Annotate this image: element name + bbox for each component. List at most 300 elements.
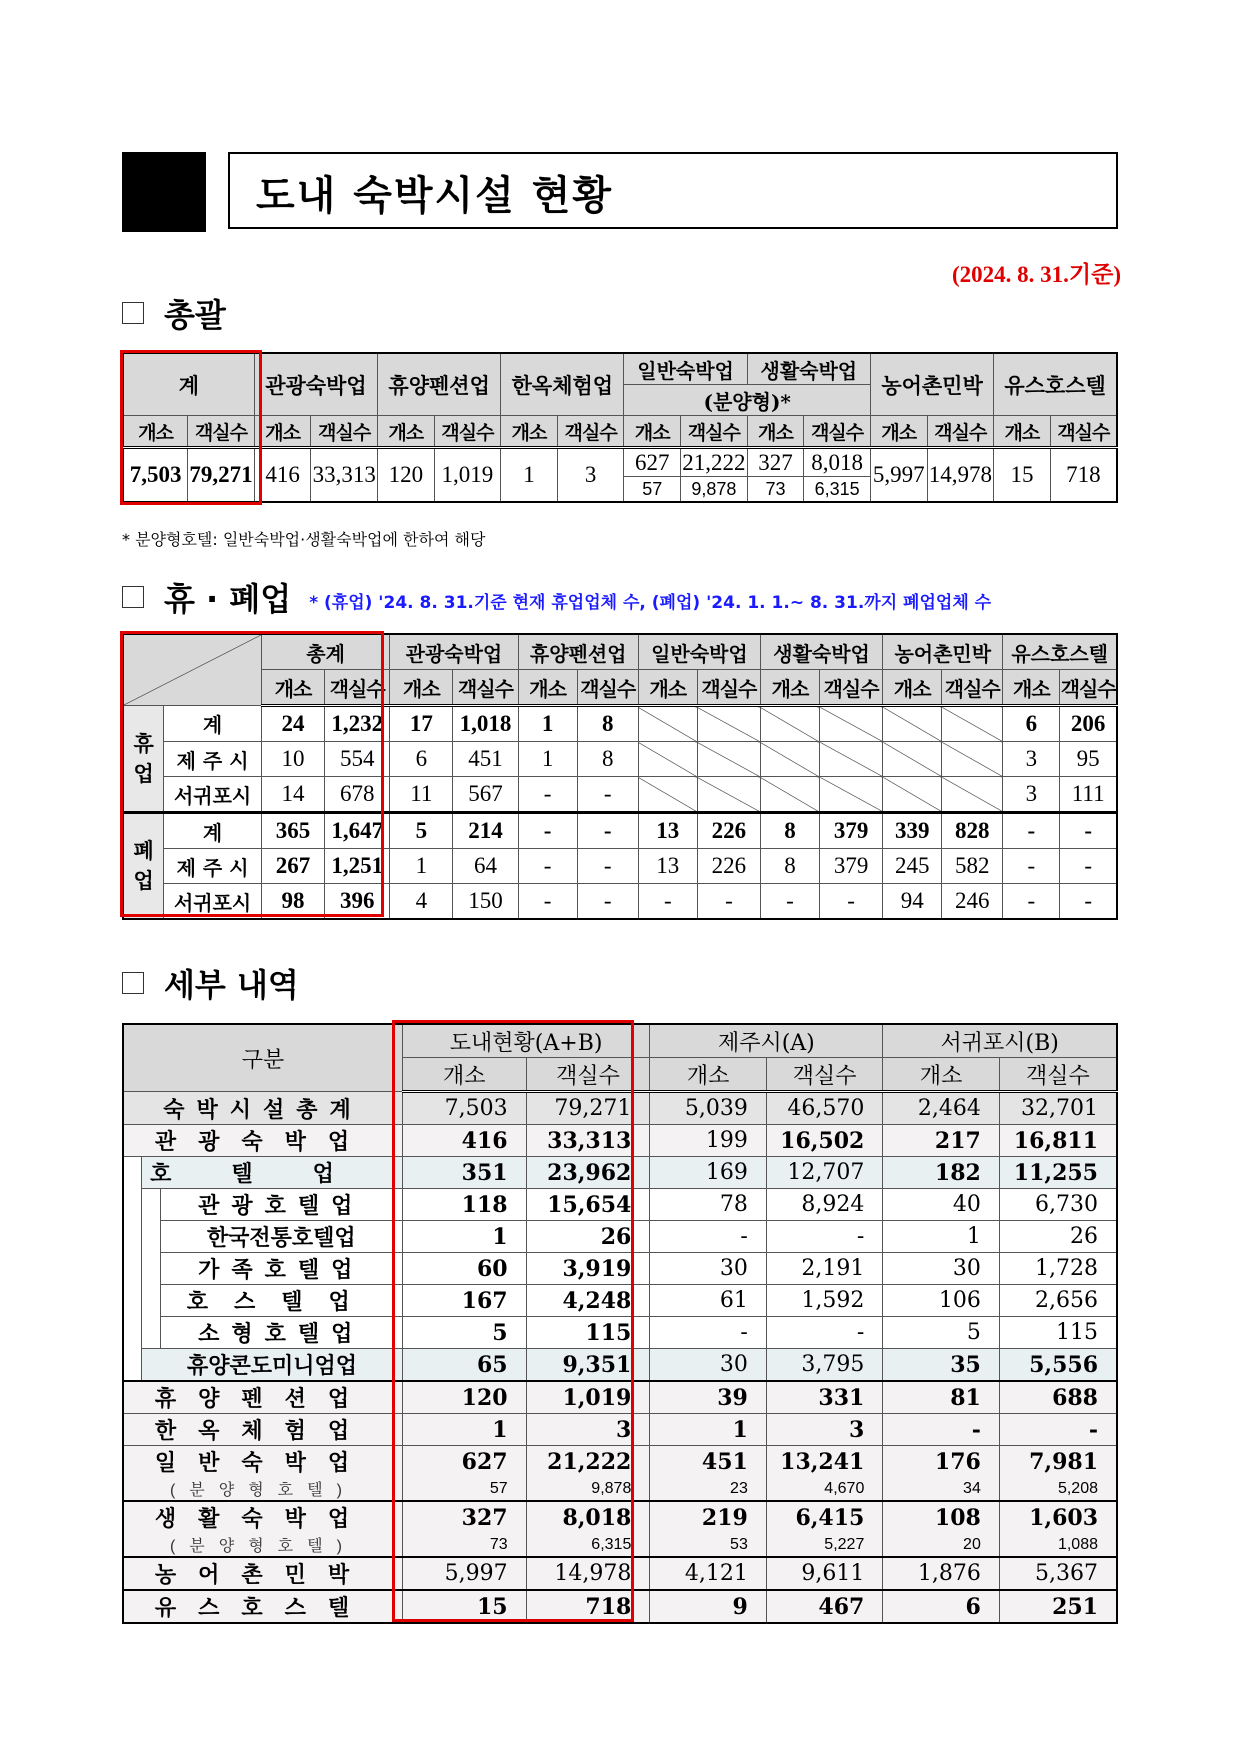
- header-living: 생활숙박업: [760, 634, 882, 670]
- cell-value: 118: [402, 1189, 526, 1221]
- cell-value: 14,978: [927, 448, 994, 503]
- cell-value: 16,811: [999, 1125, 1117, 1157]
- cell-value: 9,611: [766, 1557, 883, 1590]
- cell-value: 251: [999, 1590, 1117, 1623]
- header-tourist: 관광숙박업: [254, 353, 377, 416]
- cell-value: 32,701: [999, 1092, 1117, 1125]
- cell-na: [638, 706, 697, 742]
- cell-value: 567: [453, 777, 518, 813]
- cell-value: 2,464: [883, 1092, 1000, 1125]
- row-label: 숙박시설총계: [123, 1092, 402, 1125]
- detail-table: [122, 1023, 1118, 1624]
- header-youth: 유스호스텔: [994, 353, 1117, 416]
- cell-value-sub: 23: [650, 1477, 767, 1501]
- cell-value: 65: [402, 1349, 526, 1382]
- cell-value: 245: [883, 849, 942, 884]
- cell-na: [883, 706, 942, 742]
- header-count: 개소: [883, 670, 942, 706]
- cell-value: 94: [883, 884, 942, 920]
- cell-value: 554: [325, 742, 390, 777]
- cell-value-sub: 57: [402, 1477, 526, 1501]
- cell-value: 167: [402, 1285, 526, 1317]
- row-label: 소형호텔업: [160, 1317, 402, 1349]
- cell-value: 5,556: [999, 1349, 1117, 1382]
- cell-value-sub: 57: [624, 477, 681, 503]
- header-rooms: 객실수: [434, 416, 501, 448]
- cell-value: 8,924: [766, 1189, 883, 1221]
- cell-value: 8,018: [526, 1501, 650, 1533]
- cell-value: 60: [402, 1253, 526, 1285]
- row-label: 일반숙박업: [123, 1446, 402, 1478]
- title-box: [228, 152, 1118, 229]
- checkbox-square-icon: [122, 586, 144, 608]
- row-label: 생활숙박업: [123, 1501, 402, 1533]
- header-general: 일반숙박업: [638, 634, 760, 670]
- header-count: 개소: [650, 1058, 767, 1092]
- cell-value: 40: [883, 1189, 1000, 1221]
- cell-value: 627: [624, 448, 681, 477]
- cell-value: 1: [501, 448, 558, 503]
- cell-value: -: [577, 777, 638, 813]
- cell-value: 214: [453, 813, 518, 849]
- cell-value: 379: [820, 813, 883, 849]
- cell-na: [820, 706, 883, 742]
- header-rooms: 객실수: [311, 416, 378, 448]
- cell-value: 33,313: [311, 448, 378, 503]
- cell-value: 3,919: [526, 1253, 650, 1285]
- header-pension: 휴양펜션업: [518, 634, 638, 670]
- row-label-sub: (분양형호텔): [123, 1477, 402, 1501]
- cell-value: 1,603: [999, 1501, 1117, 1533]
- cell-value: 226: [697, 813, 760, 849]
- header-rooms: 객실수: [453, 670, 518, 706]
- cell-value: 365: [261, 813, 324, 849]
- header-count: 개소: [638, 670, 697, 706]
- cell-value: 150: [453, 884, 518, 920]
- header-count: 개소: [123, 416, 188, 448]
- row-label: 휴양콘도미니엄업: [142, 1349, 403, 1382]
- cell-value: -: [518, 777, 577, 813]
- cell-na: [883, 742, 942, 777]
- cell-value: 14,978: [526, 1557, 650, 1590]
- header-rooms: 객실수: [557, 416, 624, 448]
- cell-value: 5,039: [650, 1092, 767, 1125]
- row-label: 관광호텔업: [160, 1189, 402, 1221]
- cell-value: 8: [760, 813, 819, 849]
- cell-value: 6: [883, 1590, 1000, 1623]
- cell-na: [942, 742, 1003, 777]
- cell-value: 61: [650, 1285, 767, 1317]
- row-label: 한국전통호텔업: [160, 1221, 402, 1253]
- cell-value: 1,728: [999, 1253, 1117, 1285]
- header-tourist: 관광숙박업: [390, 634, 518, 670]
- cell-value: 8: [577, 742, 638, 777]
- cell-value: 2,191: [766, 1253, 883, 1285]
- cell-value: 15: [994, 448, 1051, 503]
- header-category: 구분: [123, 1024, 402, 1092]
- cell-value: 5: [883, 1317, 1000, 1349]
- header-province: 도내현황(A+B): [402, 1024, 649, 1058]
- cell-value: 64: [453, 849, 518, 884]
- row-label: 서귀포시: [164, 884, 262, 920]
- cell-value: 120: [378, 448, 435, 503]
- cell-value: -: [1003, 884, 1060, 920]
- cell-value: -: [577, 884, 638, 920]
- checkbox-square-icon: [122, 972, 144, 994]
- cell-value: -: [518, 849, 577, 884]
- header-rooms: 객실수: [681, 416, 748, 448]
- cell-value: 327: [402, 1501, 526, 1533]
- header-count: 개소: [1003, 670, 1060, 706]
- section-note: * (휴업) '24. 8. 31.기준 현재 휴업업체 수, (폐업) '24. 1. 1.~ 8. 31.까지 폐업업체 수: [309, 592, 992, 613]
- cell-value: 199: [650, 1125, 767, 1157]
- section-title: 총괄: [164, 296, 226, 334]
- cell-value: 226: [697, 849, 760, 884]
- cell-value: 35: [883, 1349, 1000, 1382]
- cell-value-sub: 34: [883, 1477, 1000, 1501]
- cell-value: 9,351: [526, 1349, 650, 1382]
- cell-value: 1: [390, 849, 453, 884]
- header-rooms: 객실수: [942, 670, 1003, 706]
- cell-value: 416: [402, 1125, 526, 1157]
- cell-value: -: [1060, 884, 1117, 920]
- corner-diagonal: [123, 634, 261, 706]
- cell-value: 5: [402, 1317, 526, 1349]
- row-label: 유스호스텔: [123, 1590, 402, 1623]
- cell-value: -: [650, 1221, 767, 1253]
- cell-value: 5,997: [402, 1557, 526, 1590]
- cell-value: -: [650, 1317, 767, 1349]
- header-count: 개소: [501, 416, 558, 448]
- cell-value: 3: [1003, 742, 1060, 777]
- cell-na: [760, 742, 819, 777]
- cell-value-sub: 6,315: [804, 477, 871, 503]
- indent-spacer: [123, 1157, 142, 1382]
- cell-value: 5,367: [999, 1557, 1117, 1590]
- cell-value: 828: [942, 813, 1003, 849]
- header-rooms: 객실수: [1050, 416, 1117, 448]
- row-label: 제 주 시: [164, 849, 262, 884]
- cell-value: 39: [650, 1381, 767, 1414]
- cell-value: 5,997: [870, 448, 927, 503]
- cell-na: [697, 742, 760, 777]
- cell-value: 13: [638, 849, 697, 884]
- cell-value: 1,019: [434, 448, 501, 503]
- cell-na: [942, 777, 1003, 813]
- header-bunyang: (분양형)*: [624, 385, 870, 416]
- header-hanok: 한옥체험업: [501, 353, 624, 416]
- cell-value: 30: [650, 1349, 767, 1382]
- cell-value-sub: 20: [883, 1533, 1000, 1557]
- cell-value: 108: [883, 1501, 1000, 1533]
- cell-na: [697, 706, 760, 742]
- section-detail-heading: [122, 960, 299, 1006]
- header-count: 개소: [390, 670, 453, 706]
- cell-value: 1: [518, 706, 577, 742]
- cell-value: 176: [883, 1446, 1000, 1478]
- cell-value: -: [766, 1221, 883, 1253]
- cell-value: 1,018: [453, 706, 518, 742]
- header-count: 개소: [624, 416, 681, 448]
- cell-value: -: [697, 884, 760, 920]
- header-count: 개소: [760, 670, 819, 706]
- header-count: 개소: [994, 416, 1051, 448]
- cell-value-sub: 5,208: [999, 1477, 1117, 1501]
- cell-value: 98: [261, 884, 324, 920]
- header-farm: 농어촌민박: [883, 634, 1003, 670]
- header-living: 생활숙박업: [747, 353, 870, 385]
- cell-value: 120: [402, 1381, 526, 1414]
- header-rooms: 객실수: [999, 1058, 1117, 1092]
- closure-table: [122, 633, 1118, 920]
- cell-value: 11: [390, 777, 453, 813]
- cell-value: 81: [883, 1381, 1000, 1414]
- cell-value: 8: [760, 849, 819, 884]
- cell-value: 379: [820, 849, 883, 884]
- summary-table: [122, 352, 1118, 503]
- section-closure-heading: [122, 574, 991, 620]
- checkbox-square-icon: [122, 302, 144, 324]
- cell-value: -: [577, 849, 638, 884]
- cell-value: -: [1003, 813, 1060, 849]
- as-of-date: (2024. 8. 31.기준): [951, 262, 1121, 287]
- cell-value: -: [820, 884, 883, 920]
- cell-value: 1: [650, 1414, 767, 1446]
- cell-value: 627: [402, 1446, 526, 1478]
- cell-value: -: [638, 884, 697, 920]
- header-general: 일반숙박업: [624, 353, 747, 385]
- header-jeju: 제주시(A): [650, 1024, 883, 1058]
- cell-value: 1,592: [766, 1285, 883, 1317]
- row-label: 한옥체험업: [123, 1414, 402, 1446]
- header-rooms: 객실수: [804, 416, 871, 448]
- cell-value-sub: 4,670: [766, 1477, 883, 1501]
- cell-value: -: [518, 813, 577, 849]
- row-label: 휴양펜션업: [123, 1381, 402, 1414]
- row-label: 가족호텔업: [160, 1253, 402, 1285]
- cell-value: 46,570: [766, 1092, 883, 1125]
- cell-value: 688: [999, 1381, 1117, 1414]
- cell-value: 451: [453, 742, 518, 777]
- cell-value: 1: [402, 1221, 526, 1253]
- header-farm: 농어촌민박: [870, 353, 993, 416]
- cell-value: 7,981: [999, 1446, 1117, 1478]
- cell-value: 95: [1060, 742, 1117, 777]
- group-label-suspended: 휴업: [123, 706, 164, 813]
- group-label-closed: 폐업: [123, 813, 164, 920]
- cell-value: 327: [747, 448, 804, 477]
- header-count: 개소: [883, 1058, 1000, 1092]
- header-rooms: 객실수: [927, 416, 994, 448]
- cell-value: 78: [650, 1189, 767, 1221]
- cell-value: 9: [650, 1590, 767, 1623]
- cell-na: [638, 742, 697, 777]
- cell-value: -: [883, 1414, 1000, 1446]
- row-label: 관광숙박업: [123, 1125, 402, 1157]
- cell-value-sub: 5,227: [766, 1533, 883, 1557]
- cell-value: 1,647: [325, 813, 390, 849]
- cell-value: 718: [1050, 448, 1117, 503]
- cell-value: 17: [390, 706, 453, 742]
- cell-value: 8: [577, 706, 638, 742]
- header-total: 계: [123, 353, 254, 416]
- cell-na: [820, 777, 883, 813]
- cell-value: 79,271: [188, 448, 255, 503]
- cell-value: 79,271: [526, 1092, 650, 1125]
- cell-value: 10: [261, 742, 324, 777]
- header-rooms: 객실수: [820, 670, 883, 706]
- cell-value: 30: [883, 1253, 1000, 1285]
- header-seogwipo: 서귀포시(B): [883, 1024, 1117, 1058]
- cell-value: 2,656: [999, 1285, 1117, 1317]
- cell-value: 5: [390, 813, 453, 849]
- cell-value: 718: [526, 1590, 650, 1623]
- cell-value: -: [577, 813, 638, 849]
- cell-value: 21,222: [526, 1446, 650, 1478]
- cell-value: 396: [325, 884, 390, 920]
- cell-value: 111: [1060, 777, 1117, 813]
- row-label-sub: (분양형호텔): [123, 1533, 402, 1557]
- cell-value: 15,654: [526, 1189, 650, 1221]
- header-youth: 유스호스텔: [1003, 634, 1117, 670]
- row-label: 호스텔업: [160, 1285, 402, 1317]
- cell-value: 11,255: [999, 1157, 1117, 1189]
- row-label: 계: [164, 706, 262, 742]
- cell-value: 3: [1003, 777, 1060, 813]
- cell-value: 6,730: [999, 1189, 1117, 1221]
- cell-na: [760, 777, 819, 813]
- header-count: 개소: [261, 670, 324, 706]
- cell-value: 678: [325, 777, 390, 813]
- header-rooms: 객실수: [766, 1058, 883, 1092]
- cell-value-sub: 1,088: [999, 1533, 1117, 1557]
- cell-na: [760, 706, 819, 742]
- cell-value-sub: 73: [747, 477, 804, 503]
- cell-value: 33,313: [526, 1125, 650, 1157]
- cell-value: 106: [883, 1285, 1000, 1317]
- section-summary-heading: [122, 290, 226, 336]
- cell-value: 4: [390, 884, 453, 920]
- cell-value: 15: [402, 1590, 526, 1623]
- cell-value: 219: [650, 1501, 767, 1533]
- row-label: 농어촌민박: [123, 1557, 402, 1590]
- cell-value: 169: [650, 1157, 767, 1189]
- cell-value: 16,502: [766, 1125, 883, 1157]
- cell-na: [820, 742, 883, 777]
- cell-na: [697, 777, 760, 813]
- row-label: 서귀포시: [164, 777, 262, 813]
- section-title: 세부 내역: [164, 966, 299, 1004]
- cell-value: 1: [402, 1414, 526, 1446]
- header-pension: 휴양펜션업: [378, 353, 501, 416]
- cell-value: 7,503: [402, 1092, 526, 1125]
- cell-value: 451: [650, 1446, 767, 1478]
- cell-value: 115: [999, 1317, 1117, 1349]
- cell-value: -: [999, 1414, 1117, 1446]
- header-grand-total: 총계: [261, 634, 389, 670]
- cell-value: 12,707: [766, 1157, 883, 1189]
- cell-value: 339: [883, 813, 942, 849]
- cell-value: 331: [766, 1381, 883, 1414]
- cell-value: -: [1060, 849, 1117, 884]
- cell-value: -: [1060, 813, 1117, 849]
- cell-value: 1,019: [526, 1381, 650, 1414]
- cell-value: 206: [1060, 706, 1117, 742]
- cell-value: 217: [883, 1125, 1000, 1157]
- cell-value: 24: [261, 706, 324, 742]
- cell-value-sub: 6,315: [526, 1533, 650, 1557]
- cell-value: 23,962: [526, 1157, 650, 1189]
- footnote: * 분양형호텔: 일반숙박업·생활숙박업에 한하여 해당: [122, 530, 486, 549]
- cell-value: 3: [766, 1414, 883, 1446]
- cell-value: 30: [650, 1253, 767, 1285]
- header-count: 개소: [518, 670, 577, 706]
- header-rooms: 객실수: [697, 670, 760, 706]
- header-rooms: 객실수: [577, 670, 638, 706]
- cell-value: 467: [766, 1590, 883, 1623]
- cell-value: 14: [261, 777, 324, 813]
- cell-value: 13: [638, 813, 697, 849]
- cell-value: 8,018: [804, 448, 871, 477]
- header-rooms: 객실수: [1060, 670, 1117, 706]
- cell-value: 4,248: [526, 1285, 650, 1317]
- cell-value: 21,222: [682, 449, 746, 475]
- header-rooms: 객실수: [526, 1058, 650, 1092]
- row-label: 계: [164, 813, 262, 849]
- row-label: 제 주 시: [164, 742, 262, 777]
- cell-value: 6: [1003, 706, 1060, 742]
- cell-value: 582: [942, 849, 1003, 884]
- cell-value: 1,251: [325, 849, 390, 884]
- cell-value-sub: 53: [650, 1533, 767, 1557]
- cell-na: [638, 777, 697, 813]
- cell-value: 416: [254, 448, 311, 503]
- header-rooms: 객실수: [325, 670, 390, 706]
- cell-value: 4,121: [650, 1557, 767, 1590]
- title-decor-block: [122, 152, 206, 232]
- header-count: 개소: [747, 416, 804, 448]
- cell-value-sub: 9,878: [681, 477, 748, 503]
- cell-value: -: [518, 884, 577, 920]
- cell-value: 1,876: [883, 1557, 1000, 1590]
- cell-value: -: [1003, 849, 1060, 884]
- cell-value: 1,232: [325, 706, 390, 742]
- cell-value: 26: [526, 1221, 650, 1253]
- header-count: 개소: [402, 1058, 526, 1092]
- cell-value: 13,241: [766, 1446, 883, 1478]
- cell-value: 182: [883, 1157, 1000, 1189]
- header-count: 개소: [870, 416, 927, 448]
- cell-na: [883, 777, 942, 813]
- indent-spacer: [142, 1189, 161, 1349]
- cell-value: 6: [390, 742, 453, 777]
- cell-value: 351: [402, 1157, 526, 1189]
- cell-value: 26: [999, 1221, 1117, 1253]
- header-rooms: 객실수: [188, 416, 255, 448]
- header-count: 개소: [254, 416, 311, 448]
- row-label: 호텔업: [142, 1157, 403, 1189]
- cell-value-sub: 9,878: [526, 1477, 650, 1501]
- cell-value: 246: [942, 884, 1003, 920]
- cell-value: 115: [526, 1317, 650, 1349]
- cell-value: 7,503: [123, 448, 188, 503]
- cell-value: 1: [883, 1221, 1000, 1253]
- cell-value: 267: [261, 849, 324, 884]
- header-count: 개소: [378, 416, 435, 448]
- section-title: 휴 · 폐업: [164, 580, 292, 618]
- cell-na: [942, 706, 1003, 742]
- cell-value-sub: 73: [402, 1533, 526, 1557]
